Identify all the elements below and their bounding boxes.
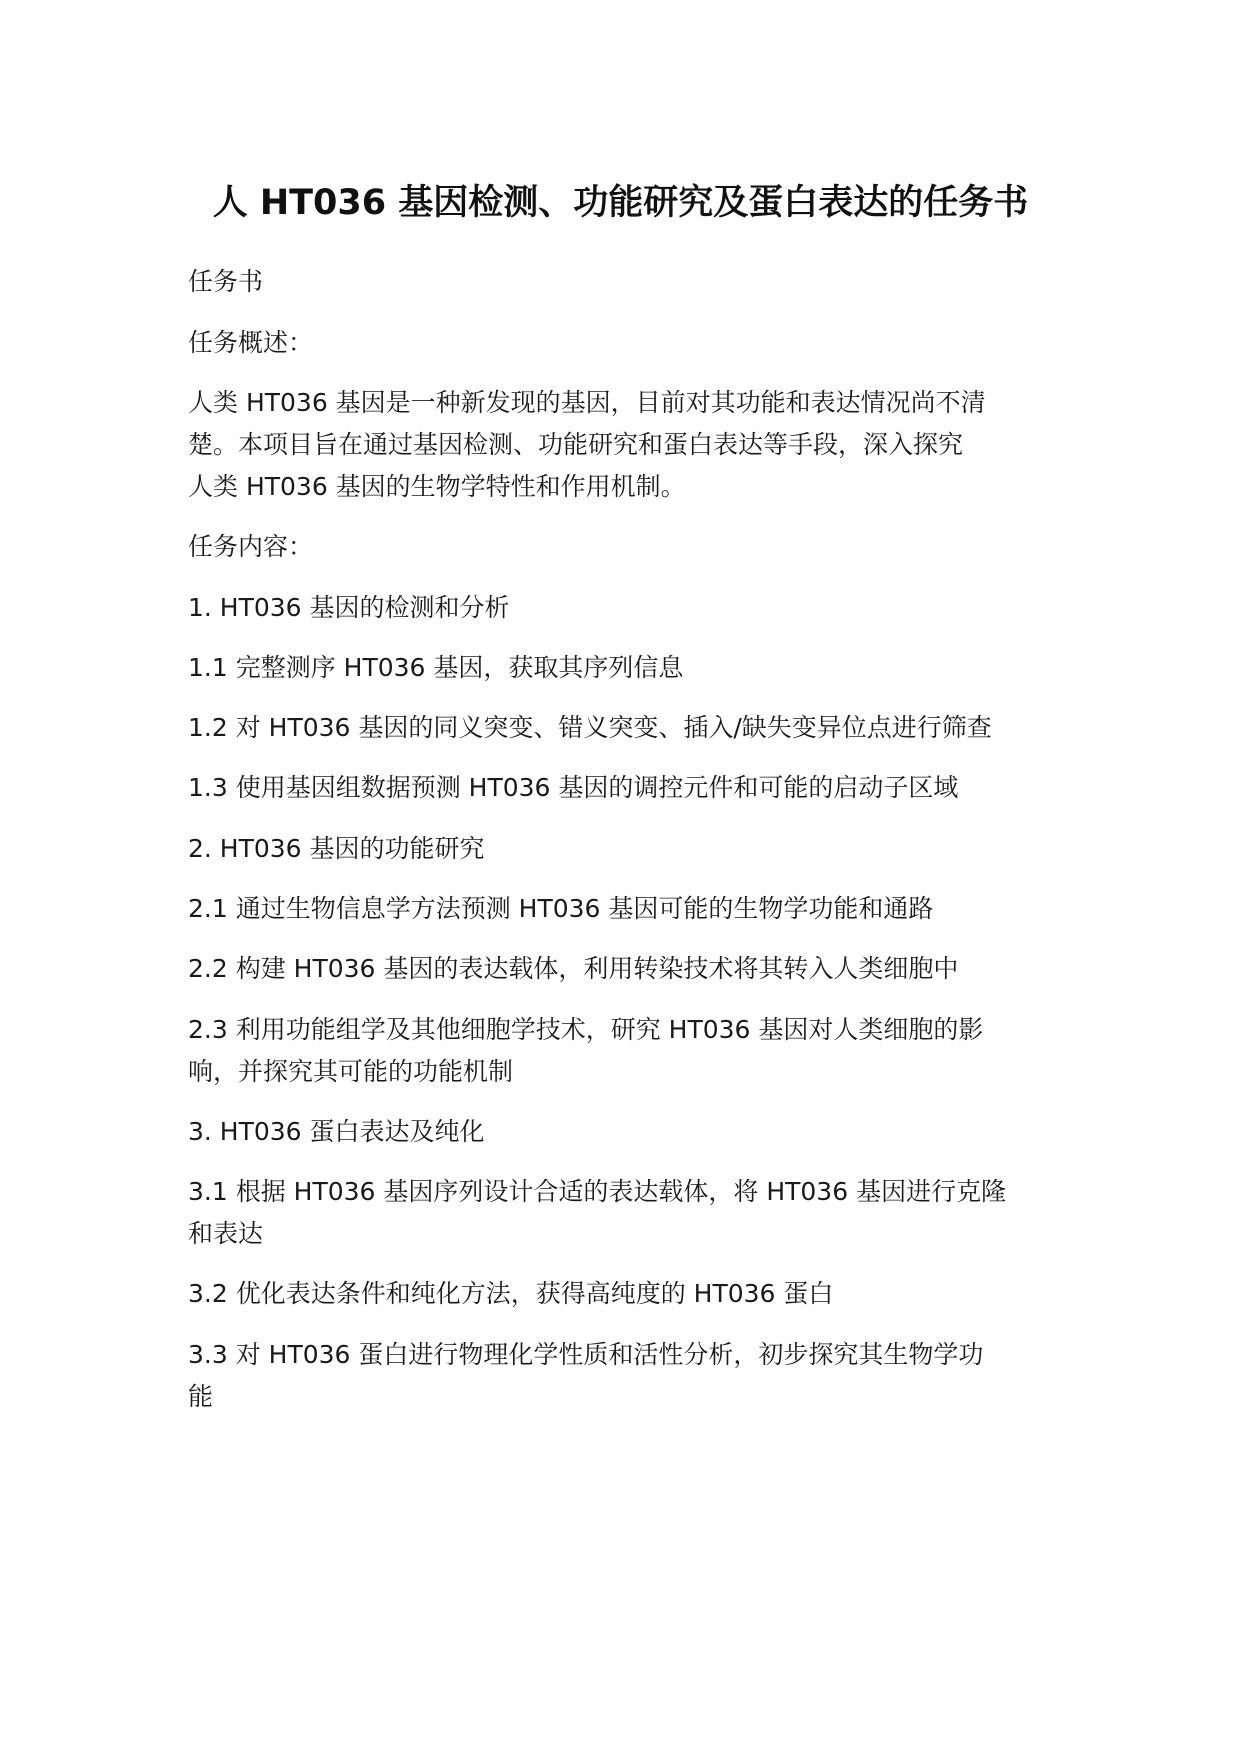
item-1-2: 1.2 对 HT036 基因的同义突变、错义突变、插入/缺失变异位点进行筛查 (188, 713, 992, 742)
item-3-2: 3.2 优化表达条件和纯化方法，获得高纯度的 HT036 蛋白 (188, 1279, 834, 1308)
item-3-1-line-2: 和表达 (188, 1219, 264, 1248)
item-2-3-line-2: 响，并探究其可能的功能机制 (188, 1057, 514, 1086)
heading-task-book: 任务书 (188, 267, 264, 296)
item-1-3: 1.3 使用基因组数据预测 HT036 基因的调控元件和可能的启动子区域 (188, 773, 959, 802)
overview-line-3: 人类 HT036 基因的生物学特性和作用机制。 (188, 472, 686, 501)
item-3-1-line-1: 3.1 根据 HT036 基因序列设计合适的表达载体，将 HT036 基因进行克隆 (188, 1177, 1007, 1206)
item-2-2: 2.2 构建 HT036 基因的表达载体，利用转染技术将其转入人类细胞中 (188, 954, 959, 983)
section-1-heading: 1. HT036 基因的检测和分析 (188, 593, 510, 622)
heading-overview: 任务概述： (188, 328, 314, 357)
item-2-1: 2.1 通过生物信息学方法预测 HT036 基因可能的生物学功能和通路 (188, 894, 934, 923)
heading-content: 任务内容： (188, 532, 314, 561)
section-2-heading: 2. HT036 基因的功能研究 (188, 834, 485, 863)
overview-line-1: 人类 HT036 基因是一种新发现的基因，目前对其功能和表达情况尚不清 (188, 388, 986, 417)
item-3-3-line-2: 能 (188, 1382, 214, 1411)
item-2-3-line-1: 2.3 利用功能组学及其他细胞学技术，研究 HT036 基因对人类细胞的影 (188, 1015, 984, 1044)
item-1-1: 1.1 完整测序 HT036 基因，获取其序列信息 (188, 653, 684, 682)
overview-line-2: 楚。本项目旨在通过基因检测、功能研究和蛋白表达等手段，深入探究 (188, 430, 964, 459)
document-title: 人 HT036 基因检测、功能研究及蛋白表达的任务书 (212, 183, 1029, 223)
item-3-3-line-1: 3.3 对 HT036 蛋白进行物理化学性质和活性分析，初步探究其生物学功 (188, 1340, 984, 1369)
section-3-heading: 3. HT036 蛋白表达及纯化 (188, 1117, 485, 1146)
